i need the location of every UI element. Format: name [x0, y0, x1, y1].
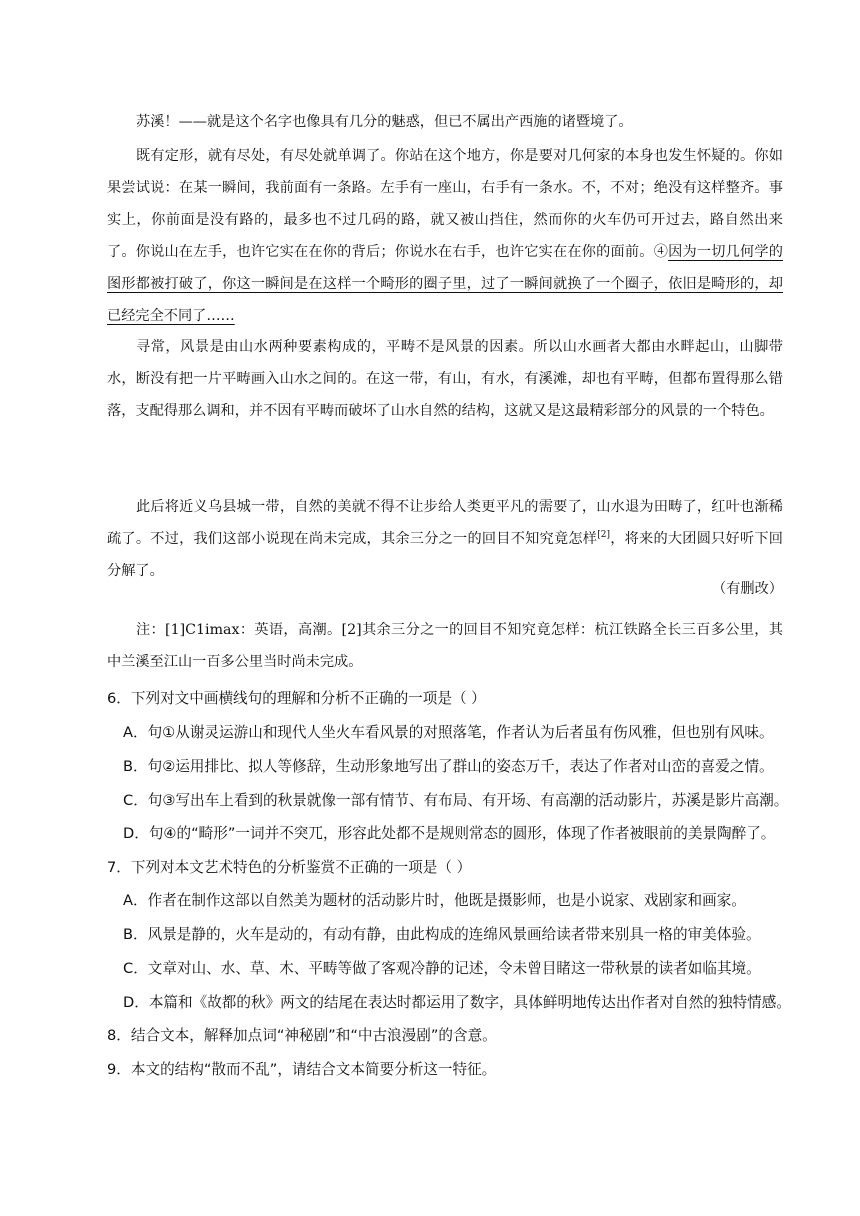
question-6-option-b[interactable]: B．句②运用排比、拟人等修辞，生动形象地写出了群山的姿态万千，表达了作者对山峦的喜爱之情。	[123, 758, 774, 775]
question-6-option-c[interactable]: C．句③写出车上看到的秋景就像一部有情节、有布局、有开场、有高潮的活动影片，苏溪是影片高潮。	[123, 792, 789, 809]
passage-paragraph-4	[107, 491, 783, 587]
question-9: 9．本文的结构“散而不乱”，请结合文本简要分析这一特征。	[107, 1061, 497, 1078]
question-6-stem: 6．下列对文中画横线句的理解和分析不正确的一项是（ ）	[107, 690, 486, 707]
passage-paragraph-3: 寻常，风景是由山水两种要素构成的，平畴不是风景的因素。所以山水画者大都由水畔起山，山脚带水，断没有把一片平畴画入山水之间的。在这一带，有山，有水，有溪滩，却也有平畴，但都布置得那么错落，支配得那么调和，并不因有平畴而破坏了山水自然的结构，这就又是这最精彩部分的风景的一个特色。	[107, 339, 783, 419]
paragraph-4-end: ，将来的大团圆只好听下回分解了。	[107, 531, 783, 579]
adaptation-credit: （有删改）	[712, 581, 783, 597]
paragraph-2-text: 既有定形，就有尽处，有尽处就单调了。你站在这个地方，你是要对几何家的本身也发生怀疑的。你如果尝试说：在某一瞬间，我前面有一条路。左手有一座山，右手有一条水。不，不对；绝没有这样整齐。事实上，你前面是没有路的，最多也不过几码的路，就又被山挡住，然而你的火车仍可开过去，路自然出来了。你说山在左手，也许它实在在你的背后；你说水在右手，也许它实在在你的面前。	[107, 148, 783, 260]
paragraph-4-text: 此后将近义乌县城一带，自然的美就不得不让步给人类更平凡的需要了，山水退为田畴了，红叶也渐稀疏了。不过，我们这部小说现在尚未完成，其余三分之一的回目不知究竟怎样	[107, 499, 783, 547]
question-8: 8．结合文本，解释加点词“神秘剧”和“中古浪漫剧”的含意。	[107, 1027, 497, 1044]
question-7-option-a[interactable]: A．作者在制作这部以自然美为题材的活动影片时，他既是摄影师，也是小说家、戏剧家和画家。	[123, 892, 746, 909]
footnote: 注：[1]C1imax：英语，高潮。[2]其余三分之一的回目不知究竟怎样：杭江铁路全长三百多公里，其中兰溪至江山一百多公里当时尚未完成。	[107, 622, 783, 670]
passage-paragraph-2	[107, 140, 783, 332]
underlined-sentence-4: 因为一切几何学的图形都被打破了，你这一瞬间是在这样一个畸形的圈子里，过了一瞬间就换了一个圈子，依旧是畸形的，却已经完全不同了……	[107, 244, 783, 324]
question-6-option-a[interactable]: A．句①从谢灵运游山和现代人坐火车看风景的对照落笔，作者认为后者虽有伤风雅，但也别有风味。	[123, 724, 774, 741]
question-7-option-c[interactable]: C．文章对山、水、草、木、平畴等做了客观冷静的记述，令未曾目睹这一带秋景的读者如临其境。	[123, 960, 761, 977]
question-7-stem: 7．下列对本文艺术特色的分析鉴赏不正确的一项是（ ）	[107, 859, 472, 876]
passage-paragraph-1: 苏溪！——就是这个名字也像具有几分的魅惑，但已不属出产西施的诸暨境了。	[136, 114, 633, 130]
question-7-option-b[interactable]: B．风景是静的，火车是动的，有动有静，由此构成的连绵风景画给读者带来别具一格的审美体验。	[123, 926, 761, 943]
sentence-4-marker: ④	[653, 244, 669, 260]
footnote-ref-2: [2]	[597, 530, 610, 540]
question-6-option-d[interactable]: D．句④的“畸形”一词并不突兀，形容此处都不是规则常态的圆形，体现了作者被眼前的美景陶醉了。	[123, 825, 776, 842]
question-7-option-d[interactable]: D．本篇和《故都的秋》两文的结尾在表达时都运用了数字，具体鲜明地传达出作者对自然的独特情感。	[123, 994, 791, 1011]
